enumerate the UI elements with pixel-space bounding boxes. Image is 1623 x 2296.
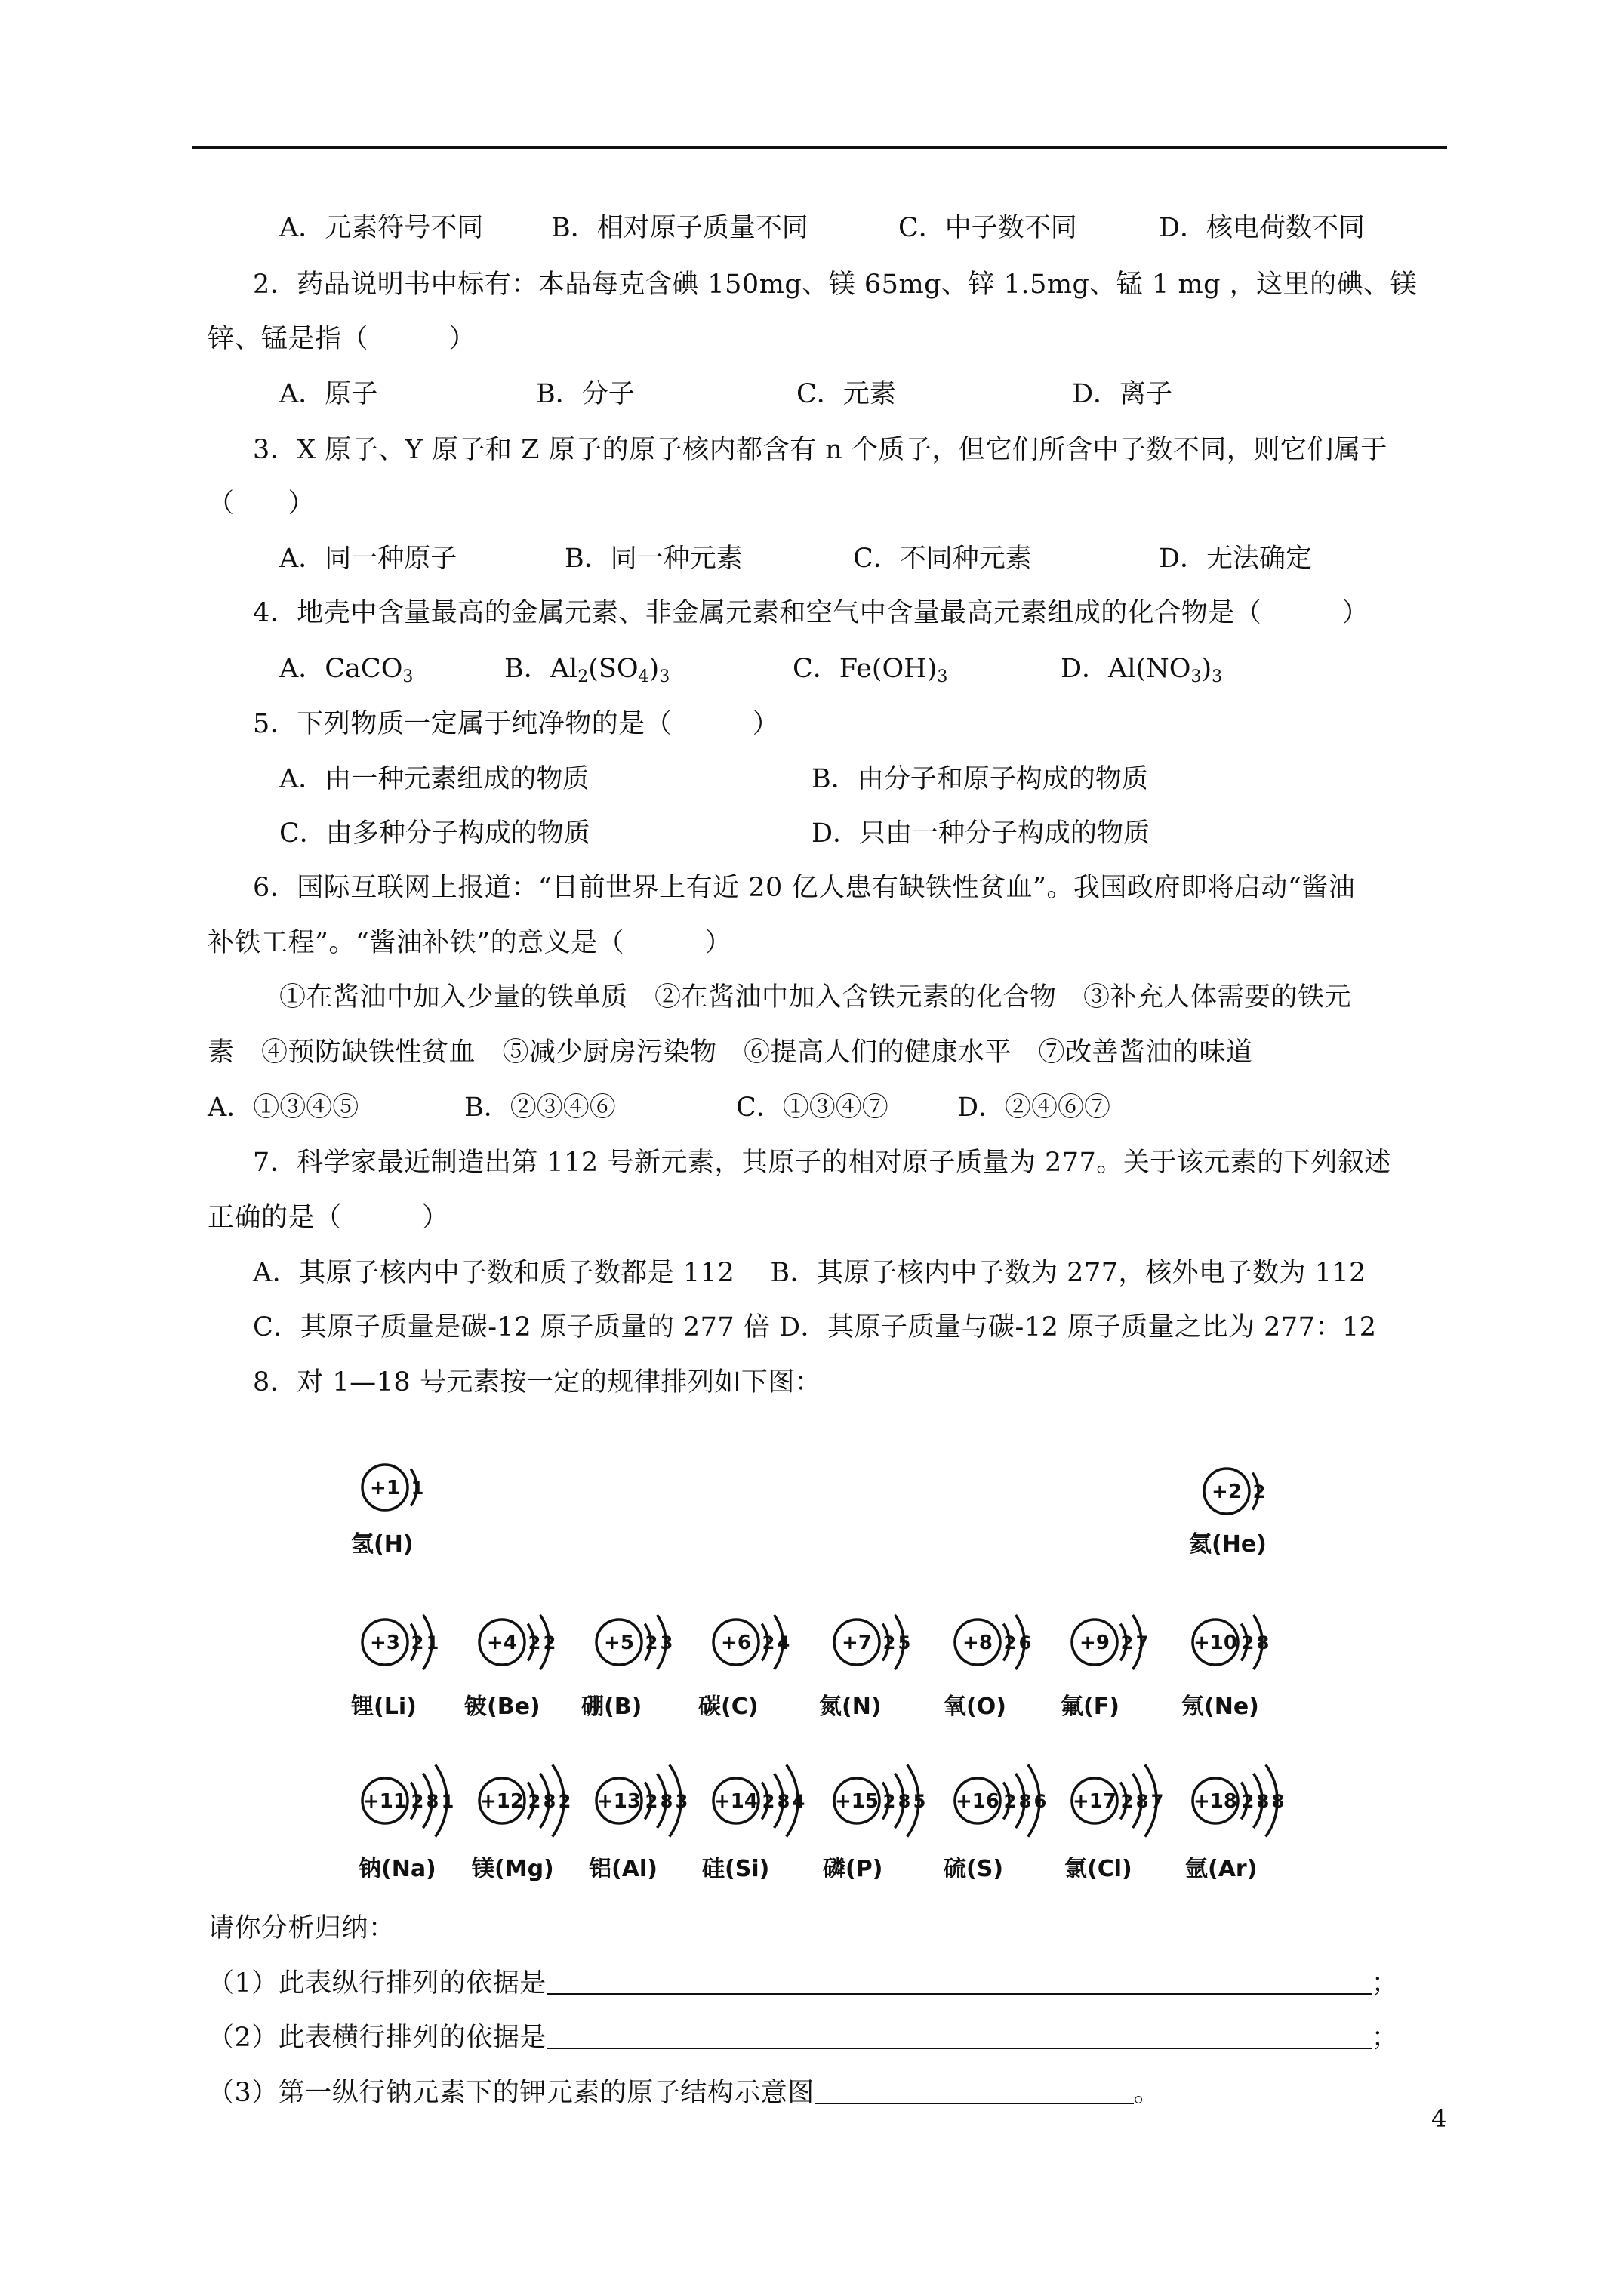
electron-count: 2: [1120, 1632, 1134, 1653]
q4-option-d: D．$Al(NO_3)_3$: [1061, 654, 1223, 686]
electron-count: 2: [762, 1632, 775, 1653]
q3-stem-line1: 3．X 原子、Y 原子和 Z 原子的原子核内都含有 n 个质子，但它们所含中子数不同，则它们属于: [253, 435, 1387, 465]
electron-count: 6: [1033, 1791, 1047, 1812]
electron-count: 2: [645, 1632, 658, 1653]
atom-charge: +7: [842, 1632, 872, 1654]
electron-count: 1: [441, 1791, 454, 1812]
q1-option-c: C．中子数不同: [898, 213, 1077, 243]
electron-count: 8: [898, 1791, 911, 1812]
q5-option-d: D．只由一种分子构成的物质: [812, 818, 1150, 849]
atom-9: [1181, 1615, 1269, 1720]
atom-12: [589, 1764, 688, 1882]
electron-count: 8: [660, 1791, 673, 1812]
atom-5: [698, 1615, 790, 1720]
atom-charge: +10: [1193, 1632, 1237, 1654]
electron-count: 2: [645, 1791, 658, 1812]
electron-count: 7: [1150, 1791, 1164, 1812]
electron-count: 8: [543, 1791, 556, 1812]
atom-name: 硼(B): [581, 1693, 642, 1720]
electron-count: 2: [1003, 1632, 1017, 1653]
atomic-structure-diagram: [343, 1446, 1325, 1899]
q5-stem: 5．下列物质一定属于纯净物的是（ ）: [253, 709, 780, 739]
atom-2: [351, 1615, 439, 1720]
q6-stem-line1: 6．国际互联网上报道：“目前世界上有近 20 亿人患有缺铁性贫血”。我国政府即将启动“酱油: [253, 873, 1356, 903]
q6-option-a: A．①③④⑤: [208, 1093, 359, 1123]
electron-count: 8: [1271, 1791, 1285, 1812]
answer-blank-2[interactable]: [547, 2025, 1372, 2049]
q6-option-d: D．②④⑥⑦: [957, 1093, 1111, 1123]
atom-1: [1189, 1469, 1267, 1558]
atom-3: [464, 1615, 556, 1720]
atom-charge: +5: [604, 1632, 634, 1654]
electron-count: 1: [411, 1478, 424, 1499]
atom-name: 铍(Be): [464, 1693, 540, 1720]
q6-option-c: C．①③④⑦: [736, 1093, 888, 1123]
q5-option-c: C．由多种分子构成的物质: [279, 818, 590, 849]
electron-count: 2: [1241, 1632, 1255, 1653]
atom-charge: +12: [480, 1790, 524, 1813]
q8-sub3: （3）第一纵行钠元素下的钾元素的原子结构示意图 。: [208, 2078, 1161, 2108]
q3-option-d: D．无法确定: [1159, 544, 1313, 574]
atom-8: [1061, 1615, 1148, 1720]
electron-count: 2: [1241, 1791, 1255, 1812]
header-rule: [192, 146, 1447, 149]
q4-stem: 4．地壳中含量最高的金属元素、非金属元素和空气中含量最高元素组成的化合物是（ ）: [253, 598, 1369, 628]
atom-charge: +6: [721, 1632, 751, 1654]
atom-charge: +16: [956, 1790, 999, 1813]
answer-blank-1[interactable]: [547, 1971, 1372, 1995]
atom-charge: +13: [597, 1790, 641, 1813]
electron-count: 2: [882, 1791, 896, 1812]
q3-option-c: C．不同种元素: [853, 544, 1032, 574]
q3-option-b: B．同一种元素: [565, 544, 743, 574]
atom-name: 硫(S): [944, 1856, 1004, 1882]
q2-option-d: D．离子: [1072, 379, 1173, 409]
atom-charge: +11: [363, 1790, 407, 1813]
atom-name: 氦(He): [1189, 1531, 1267, 1558]
electron-count: 8: [1018, 1791, 1032, 1812]
electron-count: 2: [1120, 1791, 1134, 1812]
q1-option-b: B．相对原子质量不同: [551, 213, 808, 243]
q1-option-d: D．核电荷数不同: [1159, 213, 1366, 243]
atom-16: [1064, 1764, 1163, 1882]
atom-charge: +17: [1073, 1790, 1116, 1813]
electron-count: 7: [1135, 1632, 1149, 1653]
q8-sub1: （1）此表纵行排列的依据是 ；: [208, 1968, 1399, 1999]
atom-name: 氖(Ne): [1181, 1693, 1259, 1720]
electron-count: 8: [1135, 1791, 1149, 1812]
atom-14: [823, 1764, 925, 1882]
atom-4: [581, 1615, 673, 1720]
answer-blank-3[interactable]: [815, 2080, 1134, 2104]
atom-13: [702, 1764, 805, 1882]
q2-option-a: A．原子: [279, 379, 378, 409]
q6-option-b: B．②③④⑥: [464, 1093, 616, 1123]
atom-charge: +2: [1212, 1481, 1242, 1503]
atom-name: 氯(Cl): [1064, 1856, 1132, 1882]
atom-name: 氧(O): [944, 1693, 1006, 1720]
electron-count: 2: [882, 1632, 896, 1653]
electron-count: 8: [426, 1791, 439, 1812]
q7-stem-line1: 7．科学家最近制造出第 112 号新元素，其原子的相对原子质量为 277。关于该元素的下列叙述: [253, 1148, 1391, 1178]
atom-charge: +8: [962, 1632, 993, 1654]
q5-option-a: A．由一种元素组成的物质: [279, 764, 590, 794]
atom-11: [471, 1764, 571, 1882]
electron-count: 3: [675, 1791, 688, 1812]
electron-count: 2: [411, 1632, 424, 1653]
atom-15: [944, 1764, 1046, 1882]
q3-option-a: A．同一种原子: [279, 544, 457, 574]
q2-stem-line2: 锌、锰是指（ ）: [208, 324, 476, 354]
page-number: 4: [1431, 2104, 1447, 2133]
atom-name: 镁(Mg): [472, 1856, 554, 1882]
electron-count: 8: [1256, 1791, 1270, 1812]
atom-charge: +4: [487, 1632, 517, 1654]
electron-count: 2: [762, 1791, 775, 1812]
atom-17: [1185, 1764, 1284, 1882]
electron-count: 5: [913, 1791, 926, 1812]
atom-name: 氩(Ar): [1185, 1856, 1258, 1882]
q7-options-line2: C．其原子质量是碳-12 原子质量的 277 倍 D．其原子质量与碳-12 原子质量之比为 277：12: [253, 1312, 1377, 1342]
q3-stem-line2: （ ）: [208, 488, 316, 519]
atom-charge: +3: [370, 1632, 400, 1654]
q1-option-a: A．元素符号不同: [279, 213, 484, 243]
atom-name: 钠(Na): [359, 1856, 436, 1882]
atom-name: 碳(C): [698, 1693, 759, 1720]
q8-prompt: 请你分析归纳：: [208, 1913, 396, 1943]
atom-charge: +9: [1079, 1632, 1110, 1654]
q6-stem-line2: 补铁工程”。“酱油补铁”的意义是（ ）: [208, 928, 732, 958]
atom-name: 锂(Li): [351, 1693, 417, 1720]
q4-option-c: C．$Fe(OH)_3$: [793, 654, 948, 686]
q8-sub2: （2）此表横行排列的依据是 ；: [208, 2023, 1399, 2053]
q4-option-a: A．CaCO$_3$: [279, 654, 414, 686]
atom-charge: +14: [714, 1790, 758, 1813]
electron-count: 2: [411, 1791, 424, 1812]
q8-stem: 8．对 1—18 号元素按一定的规律排列如下图：: [253, 1367, 822, 1398]
q7-stem-line2: 正确的是（ ）: [208, 1203, 449, 1233]
atom-charge: +18: [1193, 1790, 1237, 1813]
electron-count: 2: [1252, 1481, 1266, 1502]
atom-name: 硅(Si): [702, 1856, 770, 1882]
q2-stem-line1: 2．药品说明书中标有：本品每克含碘 150mg、镁 65mg、锌 1.5mg、锰 1 mg ，这里的碘、镁: [253, 270, 1418, 300]
q5-option-b: B．由分子和原子构成的物质: [812, 764, 1148, 794]
electron-count: 2: [528, 1632, 541, 1653]
atom-7: [944, 1615, 1031, 1720]
atom-name: 磷(P): [823, 1856, 883, 1882]
q4-option-b: B．$Al_2(SO_4)_3$: [504, 654, 670, 686]
atom-name: 氟(F): [1061, 1693, 1119, 1720]
electron-count: 5: [898, 1632, 911, 1653]
electron-count: 3: [660, 1632, 673, 1653]
q6-statements-line1: ①在酱油中加入少量的铁单质 ②在酱油中加入含铁元素的化合物 ③补充人体需要的铁元: [279, 982, 1352, 1012]
electron-count: 4: [792, 1791, 805, 1812]
electron-count: 6: [1018, 1632, 1032, 1653]
electron-count: 2: [558, 1791, 571, 1812]
atom-charge: +15: [835, 1790, 879, 1813]
electron-count: 2: [543, 1632, 556, 1653]
atom-6: [819, 1615, 910, 1720]
electron-count: 8: [777, 1791, 790, 1812]
q2-option-b: B．分子: [536, 379, 635, 409]
electron-count: 1: [426, 1632, 439, 1653]
electron-count: 8: [1256, 1632, 1270, 1653]
electron-count: 2: [1003, 1791, 1017, 1812]
q6-statements-line2: 素 ④预防缺铁性贫血 ⑤减少厨房污染物 ⑥提高人们的健康水平 ⑦改善酱油的味道: [208, 1037, 1253, 1068]
atom-name: 铝(Al): [589, 1856, 658, 1882]
atom-name: 氮(N): [819, 1693, 882, 1720]
atom-0: [351, 1465, 423, 1558]
atom-10: [359, 1764, 454, 1882]
q7-options-line1: A．其原子核内中子数和质子数都是 112 B．其原子核内中子数为 277，核外电子数为 112: [253, 1258, 1366, 1288]
q2-option-c: C．元素: [796, 379, 896, 409]
electron-count: 4: [777, 1632, 790, 1653]
electron-count: 2: [528, 1791, 541, 1812]
atom-charge: +1: [370, 1477, 400, 1499]
atom-name: 氢(H): [351, 1531, 414, 1558]
